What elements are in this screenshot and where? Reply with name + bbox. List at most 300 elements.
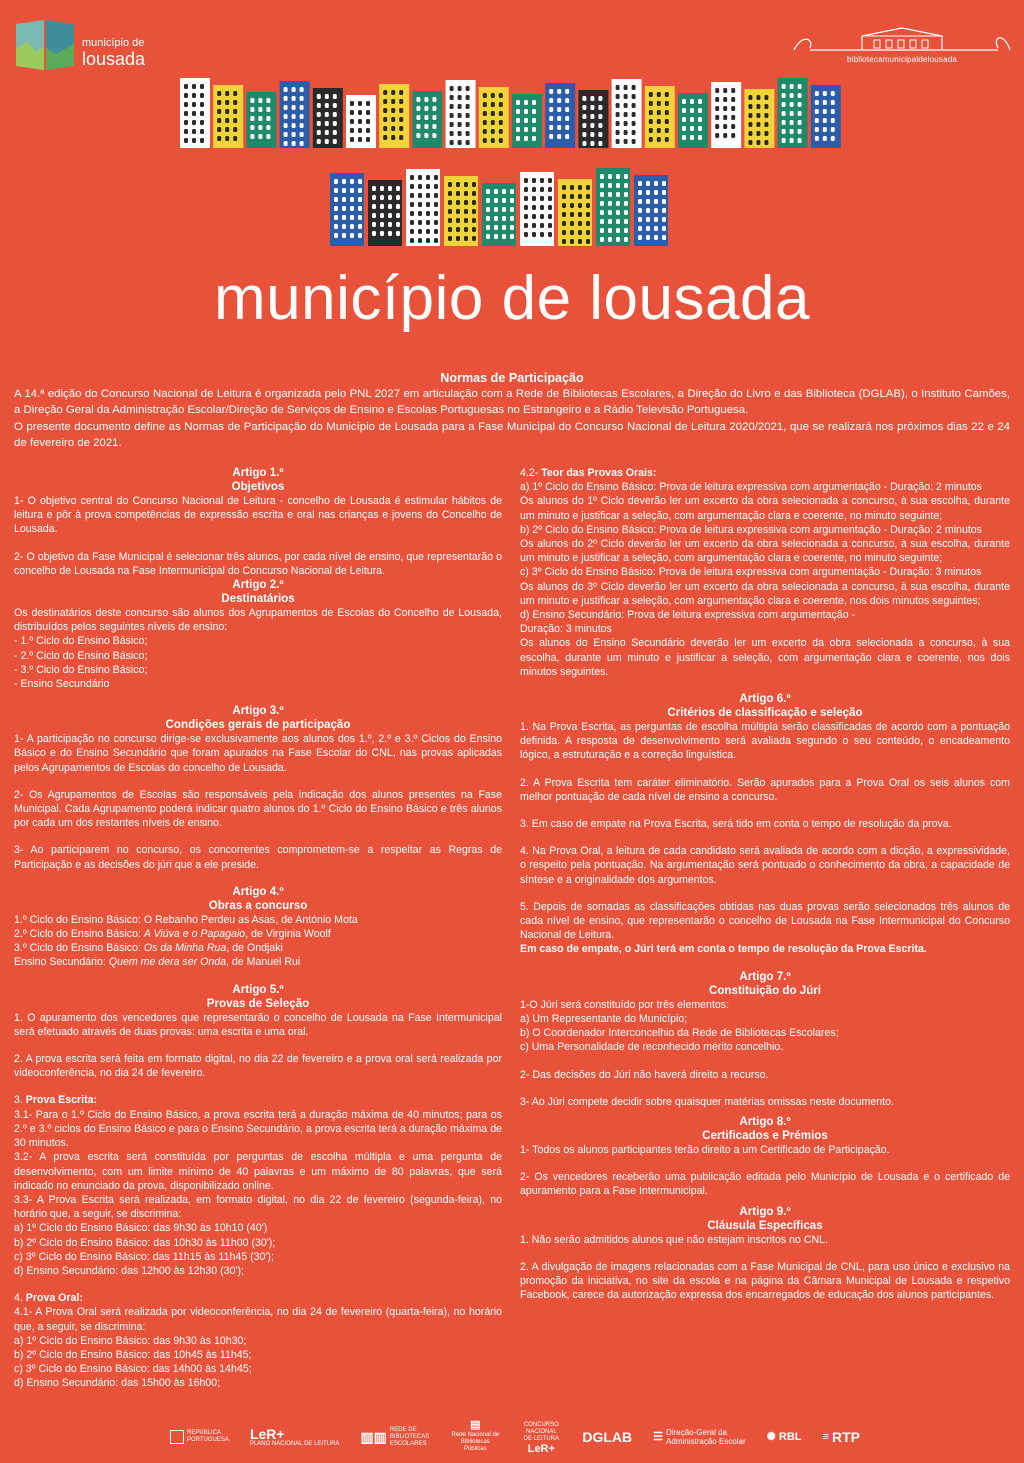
window xyxy=(502,225,506,230)
letter-building xyxy=(446,80,476,148)
letter-building xyxy=(778,78,808,148)
letter-building xyxy=(811,85,841,148)
window xyxy=(565,107,569,112)
window xyxy=(654,199,658,204)
window xyxy=(557,125,561,130)
window xyxy=(325,103,329,108)
window xyxy=(418,220,422,225)
window xyxy=(491,93,495,98)
window xyxy=(632,130,636,135)
window xyxy=(250,107,254,112)
window xyxy=(399,126,403,131)
window xyxy=(391,90,395,95)
window xyxy=(391,126,395,131)
window xyxy=(823,100,827,105)
window xyxy=(562,203,566,208)
window xyxy=(184,93,188,98)
list-item: c) 3º Ciclo do Ensino Básico: das 14h00 às 14h45; xyxy=(14,1363,252,1376)
window xyxy=(549,98,553,103)
window xyxy=(225,127,229,132)
list-item: Duração: 3 minutos xyxy=(520,623,612,636)
list-item: c) 3º Ciclo do Ensino Básico: das 11h15 às 11h45 (30'); xyxy=(14,1250,274,1263)
window xyxy=(698,99,702,104)
window xyxy=(662,217,666,222)
window xyxy=(524,178,528,183)
window xyxy=(823,127,827,132)
window xyxy=(731,106,735,111)
window xyxy=(540,205,544,210)
window xyxy=(350,119,354,124)
window xyxy=(540,187,544,192)
window xyxy=(200,120,204,125)
window xyxy=(383,90,387,95)
window xyxy=(782,111,786,116)
window xyxy=(217,100,221,105)
window xyxy=(586,221,590,226)
window xyxy=(649,110,653,115)
window xyxy=(358,197,362,202)
window xyxy=(565,116,569,121)
window xyxy=(391,135,395,140)
intro-section xyxy=(14,370,1010,451)
window xyxy=(366,128,370,133)
list-item: Os alunos do 3º Ciclo deverão ler um excerto da obra selecionada a concurso, à sua escolha, durante um minuto e justificar a seleção, com argumentação clara e coerente, nos dois minutos seguintes; xyxy=(520,580,1010,607)
window xyxy=(756,131,760,136)
window xyxy=(372,222,376,227)
flag-icon xyxy=(170,1430,184,1444)
window xyxy=(532,205,536,210)
window xyxy=(657,119,661,124)
window xyxy=(300,87,304,92)
letter-building xyxy=(744,89,774,148)
window xyxy=(510,198,514,203)
obra-2: 2.º Ciclo do Ensino Básico: A Viúva e o Papagaio, de Virginia Woolf xyxy=(14,928,331,941)
window xyxy=(491,138,495,143)
window xyxy=(831,100,835,105)
window xyxy=(499,129,503,134)
window xyxy=(598,132,602,137)
window xyxy=(250,116,254,121)
window xyxy=(557,134,561,139)
window xyxy=(418,229,422,234)
window xyxy=(782,138,786,143)
window xyxy=(342,224,346,229)
window xyxy=(466,131,470,136)
window xyxy=(333,112,337,117)
window xyxy=(815,136,819,141)
window xyxy=(657,110,661,115)
window xyxy=(616,174,620,179)
window xyxy=(426,193,430,198)
window xyxy=(499,138,503,143)
window xyxy=(764,95,768,100)
artigo-3-p2: 2- Os Agrupamentos de Escolas são responsáveis pela indicação dos alunos presentes na Fase Municipal. Cada Agrupamento poderá indicar quatro alunos do 1.º Ciclo do Ensino Básico e três alunos por cada um dos restantes níveis de ensino. xyxy=(14,788,502,830)
window xyxy=(192,120,196,125)
window xyxy=(548,187,552,192)
artigo-9-title: Artigo 9.º xyxy=(739,1204,791,1218)
window xyxy=(586,203,590,208)
window xyxy=(192,84,196,89)
window xyxy=(815,118,819,123)
window xyxy=(200,138,204,143)
window xyxy=(638,217,642,222)
window xyxy=(200,111,204,116)
window xyxy=(483,138,487,143)
artigo-7-p3: 3- Ao Júri compete decidir sobre quaisquer matérias omissas neste documento. xyxy=(520,1095,894,1108)
letter-building xyxy=(545,83,575,148)
window xyxy=(358,179,362,184)
window xyxy=(662,181,666,186)
rnbp-logo[interactable]: ▤ Rede Nacional de Bibliotecas Públicas xyxy=(451,1418,500,1452)
window xyxy=(608,183,612,188)
window xyxy=(638,190,642,195)
rtp-mark-icon: ≡ xyxy=(822,1430,829,1443)
window xyxy=(715,124,719,129)
window xyxy=(823,91,827,96)
window xyxy=(466,86,470,91)
window xyxy=(616,183,620,188)
window xyxy=(756,113,760,118)
window xyxy=(790,111,794,116)
window xyxy=(350,137,354,142)
window xyxy=(448,227,452,232)
window xyxy=(499,102,503,107)
window xyxy=(434,229,438,234)
window xyxy=(358,233,362,238)
window xyxy=(383,126,387,131)
artigo-8-subtitle: Certificados e Prémios xyxy=(702,1128,828,1142)
window xyxy=(562,185,566,190)
window xyxy=(418,175,422,180)
letter-building xyxy=(246,92,276,148)
window xyxy=(499,111,503,116)
window xyxy=(578,194,582,199)
window xyxy=(456,191,460,196)
window xyxy=(562,239,566,244)
window xyxy=(723,106,727,111)
window xyxy=(358,137,362,142)
window xyxy=(532,127,536,132)
window xyxy=(790,93,794,98)
window xyxy=(540,223,544,228)
window xyxy=(582,96,586,101)
municipio-logo[interactable] xyxy=(14,18,145,72)
window xyxy=(426,238,430,243)
window xyxy=(342,206,346,211)
window xyxy=(396,204,400,209)
window xyxy=(570,194,574,199)
window xyxy=(200,84,204,89)
window xyxy=(562,230,566,235)
window xyxy=(391,117,395,122)
window xyxy=(434,175,438,180)
dglab-logo[interactable]: DGLAB xyxy=(582,1429,633,1445)
letter-building xyxy=(479,87,509,148)
window xyxy=(300,123,304,128)
window xyxy=(426,175,430,180)
window xyxy=(764,131,768,136)
window xyxy=(616,210,620,215)
artigo-6-p2: 2. A Prova Escrita tem caráter eliminatório. Serão apurados para a Prova Oral os seis alunos com melhor pontuação de cada nível de ensino a concurso. xyxy=(520,776,1010,803)
window xyxy=(662,208,666,213)
window xyxy=(649,101,653,106)
window xyxy=(548,223,552,228)
window xyxy=(334,179,338,184)
window xyxy=(486,234,490,239)
letter-building xyxy=(280,81,310,148)
window xyxy=(616,94,620,99)
window xyxy=(300,105,304,110)
artigo-5-3-3: 3.3- A Prova Escrita será realizada, em formato digital, no dia 22 de fevereiro (segunda-feira), no horário que, a seguir, se discrimina: xyxy=(14,1193,502,1221)
artigo-3-p3: 3- Ao participarem no concurso, os concorrentes comprometem-se a respeitar as Regras de Participação e as decisões do júri que a ele preside. xyxy=(14,844,502,871)
rtp-logo[interactable]: ≡ RTP xyxy=(822,1429,860,1445)
list-item: Os alunos do 1º Ciclo deverão ler um excerto da obra selecionada a concurso, à sua escolha, durante um minuto e justificar a seleção, com argumentação clara e coerente, no minuto seguinte; xyxy=(520,495,1010,522)
window xyxy=(624,192,628,197)
window xyxy=(540,178,544,183)
cnl-logo[interactable]: CONCURSO NACIONAL DE LEITURA LeR+ xyxy=(523,1421,559,1455)
window xyxy=(458,86,462,91)
window xyxy=(616,130,620,135)
window xyxy=(532,196,536,201)
window xyxy=(616,139,620,144)
window xyxy=(350,206,354,211)
window xyxy=(502,207,506,212)
letter-building xyxy=(678,93,708,148)
list-item: a) 1º Ciclo do Ensino Básico: Prova de leitura expressiva com argumentação - Duração: 2 minutos xyxy=(520,481,982,494)
window xyxy=(600,174,604,179)
window xyxy=(624,183,628,188)
window xyxy=(342,188,346,193)
artigo-6-p4: 4. Na Prova Oral, a leitura de cada candidato será avaliada de acordo com a dicção, a expressividade, o respeito pela pontuação. Na argumentação será pontuado o conhecimento da obra, a capacidade de síntese e a originalidade dos argumentos. xyxy=(520,845,1010,886)
window xyxy=(448,182,452,187)
window xyxy=(600,201,604,206)
window xyxy=(624,228,628,233)
window xyxy=(317,103,321,108)
window xyxy=(334,233,338,238)
window xyxy=(350,110,354,115)
window xyxy=(646,235,650,240)
artigo-7-p2: 2- Das decisões do Júri não haverá direito a recurso. xyxy=(520,1068,769,1081)
window xyxy=(486,216,490,221)
window xyxy=(756,140,760,145)
window xyxy=(524,223,528,228)
window xyxy=(418,193,422,198)
window xyxy=(624,85,628,90)
window xyxy=(586,230,590,235)
biblioteca-logo-text: bibliotecamunicipaldelousada xyxy=(846,55,958,64)
window xyxy=(494,234,498,239)
window xyxy=(317,139,321,144)
window xyxy=(600,228,604,233)
window xyxy=(233,136,237,141)
window xyxy=(608,210,612,215)
window xyxy=(184,84,188,89)
window xyxy=(616,103,620,108)
letter-building xyxy=(711,82,741,148)
window xyxy=(258,107,262,112)
window xyxy=(798,129,802,134)
window xyxy=(502,234,506,239)
window xyxy=(192,111,196,116)
window xyxy=(690,117,694,122)
list-item: b) 2º Ciclo do Ensino Básico: Prova de leitura expressiva com argumentação - Duração: 2 minutos xyxy=(520,523,982,536)
window xyxy=(325,112,329,117)
window xyxy=(217,109,221,114)
window xyxy=(317,130,321,135)
window xyxy=(333,94,337,99)
window xyxy=(383,108,387,113)
window xyxy=(432,97,436,102)
window xyxy=(665,137,669,142)
republica-portuguesa-logo[interactable]: REPÚBLICA PORTUGUESA xyxy=(170,1430,229,1444)
window xyxy=(448,191,452,196)
window xyxy=(391,108,395,113)
artigo-8-p1: 1- Todos os alunos participantes terão direito a um Certificado de Participação. xyxy=(520,1143,890,1156)
window xyxy=(690,99,694,104)
window xyxy=(654,208,658,213)
list-item: - 2.º Ciclo do Ensino Básico; xyxy=(14,649,148,662)
window xyxy=(715,115,719,120)
window xyxy=(380,204,384,209)
list-item: a) 1º Ciclo do Ensino Básico: das 9h30 às 10h30; xyxy=(14,1334,247,1347)
window xyxy=(466,113,470,118)
window xyxy=(342,179,346,184)
artigo-8-title: Artigo 8.º xyxy=(739,1114,791,1128)
window xyxy=(578,239,582,244)
window xyxy=(698,135,702,140)
window xyxy=(317,112,321,117)
window xyxy=(600,237,604,242)
window xyxy=(616,121,620,126)
artigo-7-subtitle: Constituição do Júri xyxy=(708,983,822,997)
window xyxy=(292,114,296,119)
window xyxy=(624,103,628,108)
window xyxy=(632,121,636,126)
window xyxy=(416,97,420,102)
right-column xyxy=(520,466,1010,1302)
window xyxy=(649,137,653,142)
obra-3: 3.º Ciclo do Ensino Básico: Os da Minha Rua, de Ondjaki xyxy=(14,942,283,955)
window xyxy=(483,129,487,134)
window xyxy=(532,214,536,219)
window xyxy=(292,105,296,110)
window xyxy=(448,218,452,223)
window xyxy=(358,119,362,124)
window xyxy=(464,200,468,205)
pnl-logo[interactable]: LeR+ PLANO NACIONAL DE LEITURA xyxy=(249,1425,340,1447)
window xyxy=(491,111,495,116)
window xyxy=(649,128,653,133)
window xyxy=(334,206,338,211)
window xyxy=(565,98,569,103)
letter-building xyxy=(578,90,608,148)
window xyxy=(494,189,498,194)
window xyxy=(418,184,422,189)
window xyxy=(434,238,438,243)
window xyxy=(516,127,520,132)
window xyxy=(548,205,552,210)
window xyxy=(491,129,495,134)
artigo-3-p1: 1- A participação no concurso dirige-se exclusivamente aos alunos dos 1.º, 2.º e 3.º Ciclos do Ensino Básico e do Ensino Secundário que foram apurados na Fase Escolar do CNL, nas provas aplicadas pelos Agrupamentos de Escolas do concelho de Lousada. xyxy=(14,733,502,774)
page-title: município de lousada xyxy=(214,264,810,333)
window xyxy=(510,216,514,221)
window xyxy=(426,184,430,189)
window xyxy=(510,234,514,239)
window xyxy=(432,106,436,111)
window xyxy=(516,100,520,105)
window xyxy=(557,116,561,121)
rbe-logo[interactable]: ▥▥ REDE DE BIBLIOTECAS ESCOLARES xyxy=(360,1426,430,1447)
window xyxy=(292,141,296,146)
window xyxy=(690,108,694,113)
window xyxy=(548,232,552,237)
window xyxy=(192,138,196,143)
window xyxy=(548,214,552,219)
window xyxy=(410,211,414,216)
window xyxy=(524,100,528,105)
window xyxy=(350,128,354,133)
window xyxy=(798,120,802,125)
window xyxy=(510,225,514,230)
rbl-logo[interactable]: ✺ RBL xyxy=(766,1430,802,1443)
window xyxy=(815,100,819,105)
window xyxy=(399,135,403,140)
window xyxy=(616,192,620,197)
window xyxy=(790,138,794,143)
window xyxy=(582,132,586,137)
window xyxy=(578,221,582,226)
window xyxy=(632,112,636,117)
window xyxy=(258,134,262,139)
window xyxy=(782,84,786,89)
window xyxy=(548,196,552,201)
window xyxy=(632,94,636,99)
biblioteca-logo[interactable] xyxy=(792,24,1012,64)
window xyxy=(184,129,188,134)
window xyxy=(266,98,270,103)
window xyxy=(292,132,296,137)
window xyxy=(646,190,650,195)
window xyxy=(410,184,414,189)
artigo-9-subtitle: Cláusula Específicas xyxy=(707,1218,823,1232)
window xyxy=(486,207,490,212)
window xyxy=(450,95,454,100)
window xyxy=(388,222,392,227)
dgae-logo[interactable]: ☰ Direção-Geral da Administração Escolar xyxy=(653,1428,746,1446)
letter-building xyxy=(213,85,243,148)
artigo-9-p1: 1. Não serão admitidos alunos que não estejam inscritos no CNL. xyxy=(520,1233,828,1246)
municipio-logo-line1: município de xyxy=(82,37,145,49)
window xyxy=(646,217,650,222)
window xyxy=(388,195,392,200)
window xyxy=(502,216,506,221)
window xyxy=(372,204,376,209)
list-item: c) Uma Personalidade de reconhecido mérito concelhio. xyxy=(520,1041,784,1054)
window xyxy=(608,228,612,233)
window xyxy=(582,123,586,128)
window xyxy=(698,117,702,122)
window xyxy=(300,132,304,137)
letter-building xyxy=(412,91,442,148)
obra-4: Ensino Secundário: Quem me dera ser Onda, de Manuel Rui xyxy=(14,956,301,969)
window xyxy=(578,185,582,190)
window xyxy=(562,221,566,226)
window xyxy=(396,186,400,191)
letter-building xyxy=(512,94,542,148)
window xyxy=(682,117,686,122)
normas-heading: Normas de Participação xyxy=(440,371,584,385)
window xyxy=(562,194,566,199)
